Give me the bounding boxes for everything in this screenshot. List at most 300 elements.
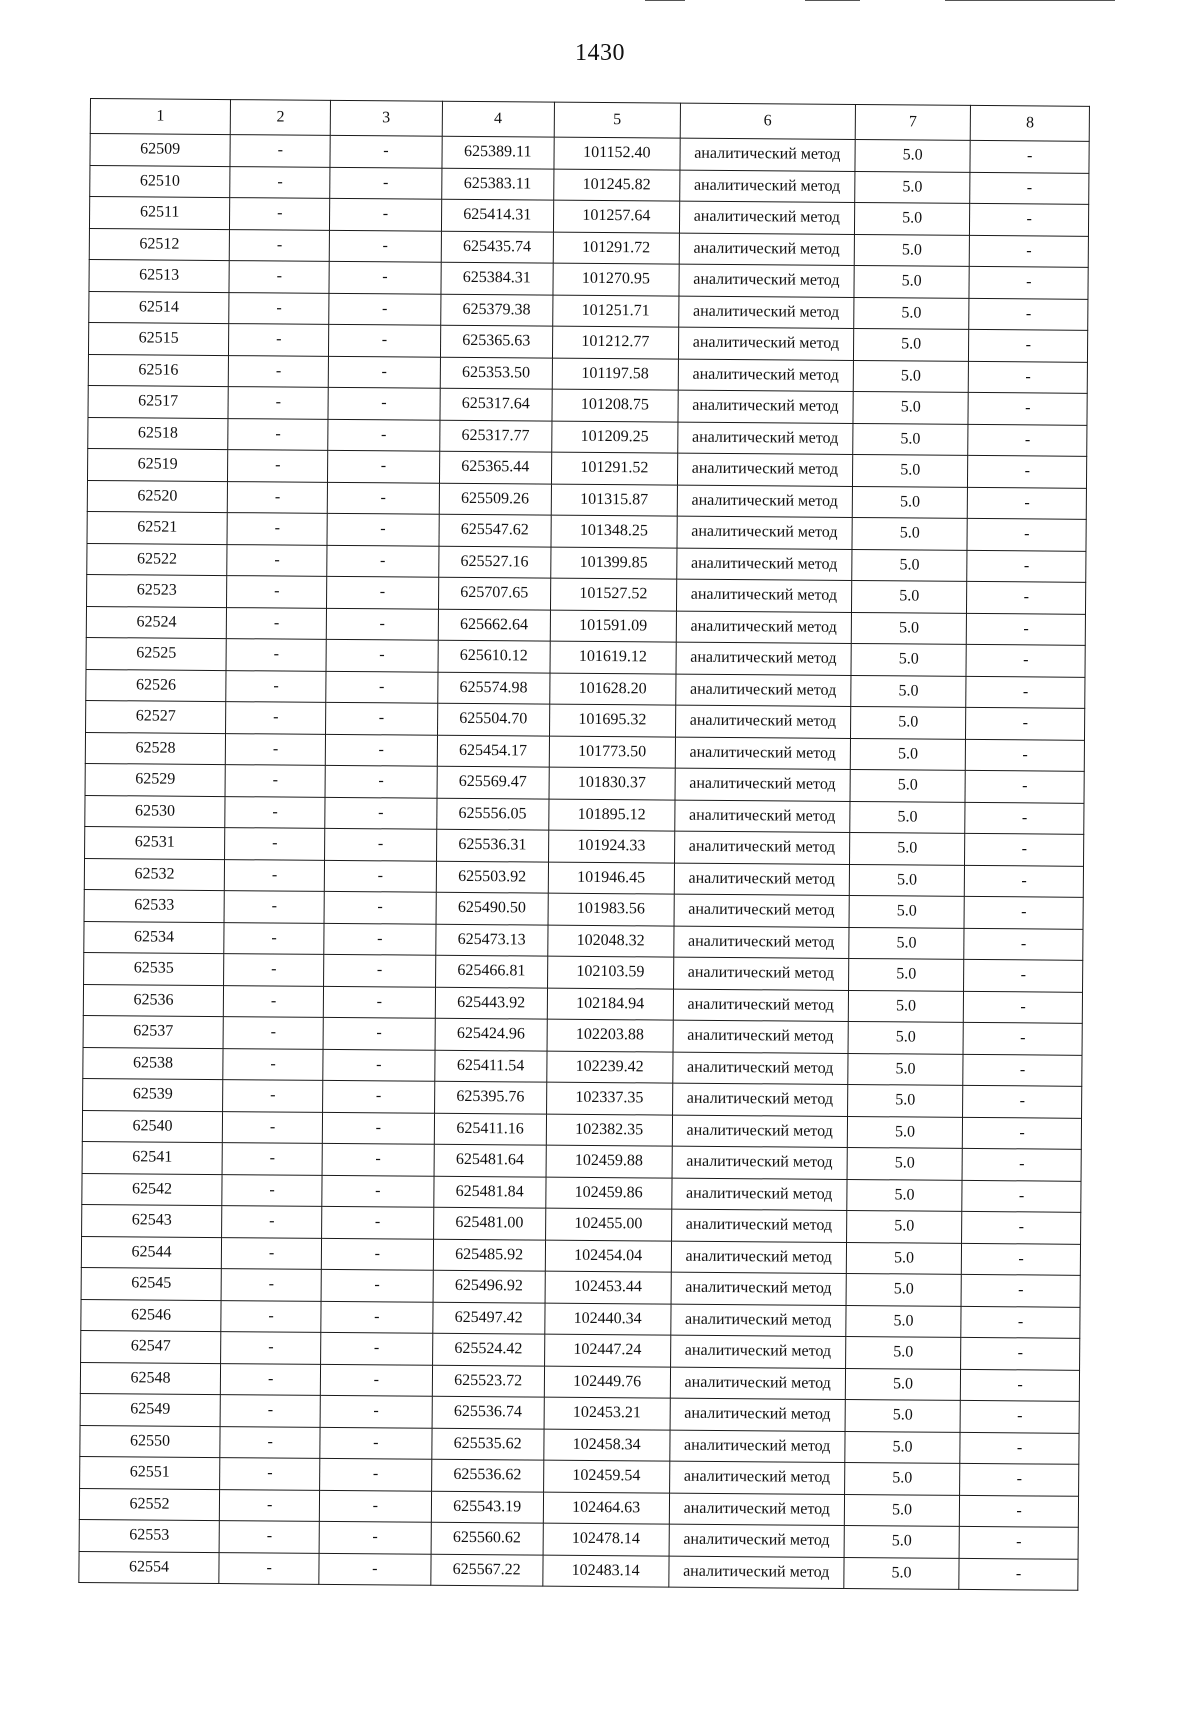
table-cell-col-2-value: - — [227, 576, 327, 608]
table-cell-col-2-value: - — [222, 1143, 322, 1175]
table-cell-point-number: 62513 — [89, 259, 229, 292]
table-cell-point-number: 62525 — [86, 637, 226, 670]
table-cell-accuracy: 5.0 — [853, 329, 969, 361]
table-cell-col-8-value: - — [966, 707, 1085, 739]
table-cell-accuracy: 5.0 — [851, 675, 967, 707]
table-cell-coord-x: 625481.64 — [434, 1144, 547, 1176]
column-header-2: 2 — [230, 100, 330, 136]
table-cell-method: аналитический метод — [679, 170, 854, 203]
table-cell-method: аналитический метод — [670, 1304, 845, 1337]
table-cell-col-8-value: - — [967, 613, 1086, 645]
table-cell-col-2-value: - — [225, 796, 325, 828]
column-header-4: 4 — [442, 101, 555, 137]
table-cell-point-number: 62537 — [83, 1015, 223, 1048]
table-cell-col-3-value: - — [325, 828, 437, 860]
table-cell-method: аналитический метод — [675, 705, 850, 738]
table-cell-point-number: 62554 — [79, 1551, 219, 1584]
table-cell-coord-x: 625567.22 — [430, 1554, 543, 1586]
table-cell-point-number: 62519 — [87, 448, 227, 481]
table-cell-coord-y: 102048.32 — [548, 925, 674, 957]
table-cell-col-3-value: - — [320, 1490, 432, 1522]
table-cell-col-2-value: - — [226, 639, 326, 671]
table-cell-col-3-value: - — [324, 923, 436, 955]
table-cell-col-2-value: - — [224, 891, 324, 923]
table-cell-point-number: 62539 — [83, 1078, 223, 1111]
table-cell-method: аналитический метод — [669, 1493, 844, 1526]
table-cell-coord-x: 625435.74 — [441, 231, 554, 263]
table-cell-accuracy: 5.0 — [855, 171, 971, 203]
table-cell-point-number: 62553 — [79, 1519, 219, 1552]
table-cell-coord-y: 102239.42 — [547, 1051, 673, 1083]
table-cell-accuracy: 5.0 — [847, 1084, 963, 1116]
table-cell-col-3-value: - — [324, 954, 436, 986]
table-cell-method: аналитический метод — [676, 611, 851, 644]
table-cell-method: аналитический метод — [671, 1241, 846, 1274]
table-cell-coord-x: 625503.92 — [436, 861, 549, 893]
table-cell-coord-y: 102337.35 — [546, 1082, 672, 1114]
table-cell-accuracy: 5.0 — [850, 738, 966, 770]
table-cell-point-number: 62535 — [84, 952, 224, 985]
table-cell-col-3-value: - — [325, 734, 437, 766]
table-cell-accuracy: 5.0 — [845, 1336, 961, 1368]
table-cell-accuracy: 5.0 — [844, 1525, 960, 1557]
table-cell-method: аналитический метод — [670, 1398, 845, 1431]
table-cell-coord-x: 625411.54 — [434, 1050, 547, 1082]
table-cell-col-8-value: - — [960, 1463, 1079, 1495]
table-cell-col-2-value: - — [222, 1174, 322, 1206]
table-cell-point-number: 62545 — [81, 1267, 221, 1300]
table-cell-coord-y: 101251.71 — [553, 295, 679, 327]
table-cell-accuracy: 5.0 — [848, 958, 964, 990]
table-cell-coord-x: 625536.31 — [436, 829, 549, 861]
table-cell-point-number: 62538 — [83, 1047, 223, 1080]
table-cell-coord-y: 102459.88 — [546, 1145, 672, 1177]
table-cell-coord-x: 625384.31 — [441, 262, 554, 294]
table-cell-accuracy: 5.0 — [845, 1431, 961, 1463]
table-cell-point-number: 62512 — [89, 228, 229, 261]
table-cell-method: аналитический метод — [669, 1461, 844, 1494]
table-cell-point-number: 62546 — [81, 1299, 221, 1332]
table-cell-coord-x: 625523.72 — [432, 1365, 545, 1397]
table-cell-point-number: 62534 — [84, 921, 224, 954]
coordinates-table — [78, 98, 1090, 1591]
table-cell-method: аналитический метод — [675, 768, 850, 801]
table-cell-coord-y: 101315.87 — [551, 484, 677, 516]
table-cell-col-3-value: - — [322, 1238, 434, 1270]
table-cell-coord-x: 625524.42 — [432, 1333, 545, 1365]
table-cell-col-8-value: - — [968, 455, 1087, 487]
table-cell-coord-y: 101924.33 — [548, 830, 674, 862]
table-cell-col-2-value: - — [221, 1332, 321, 1364]
table-cell-coord-x: 625454.17 — [437, 735, 550, 767]
table-cell-point-number: 62520 — [87, 480, 227, 513]
table-cell-col-8-value: - — [968, 487, 1087, 519]
table-cell-accuracy: 5.0 — [849, 927, 965, 959]
table-cell-coord-y: 102454.04 — [545, 1240, 671, 1272]
table-cell-coord-y: 101257.64 — [553, 200, 679, 232]
scan-mark-top-1 — [645, 0, 685, 4]
table-cell-point-number: 62515 — [88, 322, 228, 355]
table-cell-coord-y: 102453.44 — [545, 1271, 671, 1303]
column-header-1: 1 — [90, 99, 230, 135]
table-cell-accuracy: 5.0 — [850, 706, 966, 738]
table-cell-point-number: 62509 — [90, 134, 230, 167]
scan-mark-top-2 — [805, 0, 860, 4]
table-cell-coord-y: 101348.25 — [551, 515, 677, 547]
table-cell-coord-x: 625485.92 — [433, 1239, 546, 1271]
table-body — [79, 134, 1089, 1591]
table-cell-col-8-value: - — [962, 1148, 1081, 1180]
table-cell-col-3-value: - — [327, 482, 439, 514]
table-cell-accuracy: 5.0 — [845, 1399, 961, 1431]
table-cell-col-2-value: - — [222, 1237, 322, 1269]
table-cell-method: аналитический метод — [672, 1115, 847, 1148]
table-cell-coord-x: 625389.11 — [441, 136, 554, 168]
table-cell-col-8-value: - — [961, 1369, 1080, 1401]
table-cell-point-number: 62523 — [87, 574, 227, 607]
table-cell-col-2-value: - — [223, 1111, 323, 1143]
table-cell-method: аналитический метод — [669, 1524, 844, 1557]
table-cell-coord-y: 101628.20 — [550, 673, 676, 705]
table-cell-col-2-value: - — [229, 261, 329, 293]
table-cell-col-2-value: - — [225, 828, 325, 860]
table-cell-point-number: 62517 — [88, 385, 228, 418]
table-cell-col-8-value: - — [962, 1243, 1081, 1275]
table-cell-coord-y: 102103.59 — [547, 956, 673, 988]
table-cell-col-8-value: - — [969, 361, 1088, 393]
table-cell-accuracy: 5.0 — [850, 801, 966, 833]
table-cell-accuracy: 5.0 — [855, 140, 971, 172]
table-cell-col-2-value: - — [230, 198, 330, 230]
table-cell-col-3-value: - — [320, 1458, 432, 1490]
table-cell-coord-y: 101291.52 — [551, 452, 677, 484]
table-cell-point-number: 62521 — [87, 511, 227, 544]
table-cell-coord-y: 101212.77 — [552, 326, 678, 358]
table-cell-col-3-value: - — [323, 1112, 435, 1144]
table-cell-point-number: 62529 — [85, 763, 225, 796]
table-cell-accuracy: 5.0 — [852, 486, 968, 518]
table-cell-col-3-value: - — [323, 1017, 435, 1049]
table-cell-col-8-value: - — [964, 896, 1083, 928]
table-cell-point-number: 62511 — [89, 197, 229, 230]
table-cell-point-number: 62527 — [86, 700, 226, 733]
table-cell-col-2-value: - — [226, 702, 326, 734]
table-cell-method: аналитический метод — [671, 1178, 846, 1211]
table-cell-accuracy: 5.0 — [851, 580, 967, 612]
table-cell-coord-x: 625490.50 — [436, 892, 549, 924]
table-cell-coord-y: 102382.35 — [546, 1114, 672, 1146]
table-cell-col-3-value: - — [330, 198, 442, 230]
table-cell-point-number: 62532 — [84, 858, 224, 891]
table-cell-col-8-value: - — [965, 770, 1084, 802]
table-cell-method: аналитический метод — [674, 831, 849, 864]
table-cell-method: аналитический метод — [669, 1430, 844, 1463]
table-cell-coord-y: 102184.94 — [547, 988, 673, 1020]
table-cell-point-number: 62548 — [80, 1362, 220, 1395]
table-cell-method: аналитический метод — [677, 453, 852, 486]
table-cell-col-3-value: - — [327, 545, 439, 577]
table-cell-coord-y: 101773.50 — [549, 736, 675, 768]
table-cell-col-2-value: - — [223, 1080, 323, 1112]
table-cell-point-number: 62541 — [82, 1141, 222, 1174]
table-cell-accuracy: 5.0 — [854, 266, 970, 298]
table-cell-coord-x: 625317.77 — [439, 420, 552, 452]
table-cell-col-2-value: - — [221, 1363, 321, 1395]
table-cell-col-2-value: - — [230, 166, 330, 198]
table-cell-coord-x: 625536.62 — [431, 1459, 544, 1491]
table-cell-col-2-value: - — [228, 450, 328, 482]
table-cell-method: аналитический метод — [675, 737, 850, 770]
table-cell-col-2-value: - — [226, 670, 326, 702]
table-cell-point-number: 62544 — [81, 1236, 221, 1269]
table-cell-accuracy: 5.0 — [851, 612, 967, 644]
table-cell-point-number: 62524 — [86, 606, 226, 639]
table-cell-accuracy: 5.0 — [852, 549, 968, 581]
table-cell-col-8-value: - — [966, 739, 1085, 771]
table-cell-col-8-value: - — [967, 581, 1086, 613]
table-cell-method: аналитический метод — [673, 989, 848, 1022]
table-cell-accuracy: 5.0 — [848, 1021, 964, 1053]
table-cell-col-8-value: - — [960, 1495, 1079, 1527]
table-cell-col-2-value: - — [221, 1269, 321, 1301]
table-cell-point-number: 62547 — [81, 1330, 221, 1363]
table-cell-col-3-value: - — [323, 1080, 435, 1112]
table-cell-col-2-value: - — [229, 324, 329, 356]
table-cell-col-3-value: - — [319, 1553, 431, 1585]
table-cell-col-3-value: - — [321, 1301, 433, 1333]
table-cell-method: аналитический метод — [673, 926, 848, 959]
table-row — [79, 1551, 1078, 1590]
table-cell-col-8-value: - — [961, 1337, 1080, 1369]
table-cell-coord-x: 625317.64 — [440, 388, 553, 420]
table-cell-col-2-value: - — [219, 1552, 319, 1584]
table-cell-col-3-value: - — [326, 639, 438, 671]
table-cell-method: аналитический метод — [678, 359, 853, 392]
table-cell-point-number: 62518 — [88, 417, 228, 450]
table-cell-col-3-value: - — [323, 1049, 435, 1081]
table-cell-col-2-value: - — [220, 1458, 320, 1490]
table-cell-coord-y: 101197.58 — [552, 358, 678, 390]
table-cell-method: аналитический метод — [672, 1052, 847, 1085]
table-cell-col-8-value: - — [967, 518, 1086, 550]
table-cell-col-8-value: - — [967, 550, 1086, 582]
table-cell-col-8-value: - — [965, 865, 1084, 897]
table-cell-coord-x: 625473.13 — [435, 924, 548, 956]
table-cell-coord-x: 625379.38 — [440, 294, 553, 326]
table-cell-col-3-value: - — [329, 324, 441, 356]
table-cell-method: аналитический метод — [678, 327, 853, 360]
table-cell-method: аналитический метод — [679, 233, 854, 266]
table-cell-method: аналитический метод — [676, 579, 851, 612]
table-cell-col-8-value: - — [963, 1117, 1082, 1149]
table-cell-coord-y: 102449.76 — [544, 1366, 670, 1398]
table-cell-col-2-value: - — [228, 387, 328, 419]
table-cell-accuracy: 5.0 — [846, 1210, 962, 1242]
table-cell-col-2-value: - — [223, 985, 323, 1017]
table-cell-col-8-value: - — [963, 1085, 1082, 1117]
table-cell-point-number: 62536 — [83, 984, 223, 1017]
table-cell-col-8-value: - — [960, 1400, 1079, 1432]
table-cell-accuracy: 5.0 — [854, 203, 970, 235]
table-cell-col-3-value: - — [328, 356, 440, 388]
table-cell-accuracy: 5.0 — [844, 1494, 960, 1526]
table-cell-coord-x: 625496.92 — [433, 1270, 546, 1302]
table-cell-col-8-value: - — [962, 1211, 1081, 1243]
table-cell-col-8-value: - — [966, 644, 1085, 676]
table-cell-col-2-value: - — [230, 135, 330, 167]
table-cell-col-2-value: - — [225, 733, 325, 765]
table-cell-coord-x: 625574.98 — [437, 672, 550, 704]
table-cell-col-3-value: - — [326, 608, 438, 640]
table-cell-accuracy: 5.0 — [844, 1462, 960, 1494]
table-cell-method: аналитический метод — [671, 1209, 846, 1242]
table-cell-coord-x: 625610.12 — [438, 640, 551, 672]
page-number: 1430 — [575, 40, 625, 66]
table-cell-point-number: 62552 — [79, 1488, 219, 1521]
table-cell-coord-y: 102440.34 — [545, 1303, 671, 1335]
column-header-8: 8 — [971, 105, 1090, 141]
table-cell-coord-y: 102459.54 — [543, 1460, 669, 1492]
table-cell-method: аналитический метод — [670, 1335, 845, 1368]
table-cell-accuracy: 5.0 — [853, 392, 969, 424]
table-cell-col-8-value: - — [965, 802, 1084, 834]
table-cell-accuracy: 5.0 — [849, 895, 965, 927]
table-cell-col-3-value: - — [326, 702, 438, 734]
table-cell-method: аналитический метод — [678, 390, 853, 423]
column-header-6: 6 — [680, 103, 856, 139]
table-cell-col-3-value: - — [329, 293, 441, 325]
table-cell-coord-x: 625353.50 — [440, 357, 553, 389]
table-cell-method: аналитический метод — [679, 264, 854, 297]
table-cell-coord-y: 101830.37 — [549, 767, 675, 799]
table-cell-coord-x: 625481.00 — [433, 1207, 546, 1239]
table-cell-accuracy: 5.0 — [853, 423, 969, 455]
table-cell-col-3-value: - — [324, 860, 436, 892]
table-cell-coord-x: 625556.05 — [436, 798, 549, 830]
table-cell-col-2-value: - — [224, 859, 324, 891]
table-cell-col-8-value: - — [969, 266, 1088, 298]
table-cell-accuracy: 5.0 — [847, 1147, 963, 1179]
table-cell-accuracy: 5.0 — [846, 1242, 962, 1274]
table-cell-coord-y: 101695.32 — [549, 704, 675, 736]
table-cell-col-3-value: - — [329, 230, 441, 262]
table-cell-accuracy: 5.0 — [847, 1116, 963, 1148]
table-cell-col-3-value: - — [328, 450, 440, 482]
table-cell-point-number: 62551 — [80, 1456, 220, 1489]
table-cell-point-number: 62516 — [88, 354, 228, 387]
table-cell-col-8-value: - — [970, 140, 1089, 172]
table-cell-col-3-value: - — [322, 1175, 434, 1207]
table-cell-point-number: 62543 — [82, 1204, 222, 1237]
table-cell-col-3-value: - — [328, 419, 440, 451]
table-cell-coord-x: 625662.64 — [438, 609, 551, 641]
table-cell-col-3-value: - — [320, 1427, 432, 1459]
table-cell-col-8-value: - — [970, 203, 1089, 235]
table-cell-accuracy: 5.0 — [845, 1368, 961, 1400]
table-cell-coord-x: 625504.70 — [437, 703, 550, 735]
table-cell-col-3-value: - — [324, 891, 436, 923]
table-cell-point-number: 62528 — [85, 732, 225, 765]
table-cell-col-3-value: - — [322, 1206, 434, 1238]
table-cell-coord-x: 625547.62 — [439, 514, 552, 546]
table-cell-accuracy: 5.0 — [849, 832, 965, 864]
table-cell-col-2-value: - — [223, 1017, 323, 1049]
table-cell-coord-y: 101209.25 — [552, 421, 678, 453]
table-cell-method: аналитический метод — [673, 957, 848, 990]
table-cell-col-2-value: - — [225, 765, 325, 797]
table-cell-col-3-value: - — [327, 513, 439, 545]
table-cell-coord-y: 102464.63 — [543, 1492, 669, 1524]
table-cell-coord-y: 102447.24 — [544, 1334, 670, 1366]
table-cell-point-number: 62550 — [80, 1425, 220, 1458]
table-cell-point-number: 62542 — [82, 1173, 222, 1206]
table-cell-coord-y: 101208.75 — [552, 389, 678, 421]
table-cell-accuracy: 5.0 — [853, 360, 969, 392]
table-cell-coord-x: 625497.42 — [432, 1302, 545, 1334]
table-cell-point-number: 62549 — [80, 1393, 220, 1426]
table-cell-col-2-value: - — [229, 229, 329, 261]
table-cell-accuracy: 5.0 — [846, 1305, 962, 1337]
table-cell-col-8-value: - — [960, 1432, 1079, 1464]
table-cell-accuracy: 5.0 — [846, 1273, 962, 1305]
table-cell-col-2-value: - — [224, 922, 324, 954]
table-cell-method: аналитический метод — [672, 1146, 847, 1179]
table-cell-coord-x: 625424.96 — [435, 1018, 548, 1050]
table-cell-col-8-value: - — [963, 1022, 1082, 1054]
table-cell-coord-y: 102453.21 — [544, 1397, 670, 1429]
table-cell-coord-y: 101946.45 — [548, 862, 674, 894]
table-cell-point-number: 62514 — [89, 291, 229, 324]
table-cell-col-3-value: - — [327, 576, 439, 608]
table-cell-coord-y: 101270.95 — [553, 263, 679, 295]
table-cell-coord-x: 625383.11 — [441, 168, 554, 200]
table-cell-method: аналитический метод — [670, 1367, 845, 1400]
table-cell-method: аналитический метод — [677, 422, 852, 455]
table-cell-coord-x: 625365.63 — [440, 325, 553, 357]
table-cell-col-2-value: - — [219, 1521, 319, 1553]
table-cell-coord-y: 101245.82 — [554, 169, 680, 201]
table-cell-coord-x: 625365.44 — [439, 451, 552, 483]
table-cell-method: аналитический метод — [677, 485, 852, 518]
table-cell-col-8-value: - — [964, 928, 1083, 960]
table-cell-method: аналитический метод — [679, 201, 854, 234]
table-cell-col-8-value: - — [970, 235, 1089, 267]
table-cell-coord-x: 625509.26 — [439, 483, 552, 515]
table-cell-col-2-value: - — [229, 292, 329, 324]
table-cell-accuracy: 5.0 — [850, 769, 966, 801]
table-cell-col-8-value: - — [968, 424, 1087, 456]
table-cell-coord-x: 625569.47 — [437, 766, 550, 798]
table-cell-method: аналитический метод — [680, 138, 855, 171]
table-cell-col-2-value: - — [223, 1048, 323, 1080]
table-cell-accuracy: 5.0 — [854, 297, 970, 329]
table-cell-accuracy: 5.0 — [848, 990, 964, 1022]
table-cell-coord-y: 101152.40 — [554, 137, 680, 169]
table-cell-coord-x: 625411.16 — [434, 1113, 547, 1145]
table-cell-col-8-value: - — [969, 329, 1088, 361]
table-cell-coord-x: 625707.65 — [438, 577, 551, 609]
table-cell-accuracy: 5.0 — [848, 1053, 964, 1085]
table-cell-coord-y: 102203.88 — [547, 1019, 673, 1051]
table-cell-col-3-value: - — [329, 261, 441, 293]
table-cell-col-3-value: - — [321, 1364, 433, 1396]
column-header-3: 3 — [330, 100, 442, 136]
table-cell-accuracy: 5.0 — [852, 517, 968, 549]
table-cell-method: аналитический метод — [678, 296, 853, 329]
table-cell-col-8-value: - — [961, 1306, 1080, 1338]
table-cell-coord-y: 101983.56 — [548, 893, 674, 925]
table-cell-col-2-value: - — [222, 1206, 322, 1238]
